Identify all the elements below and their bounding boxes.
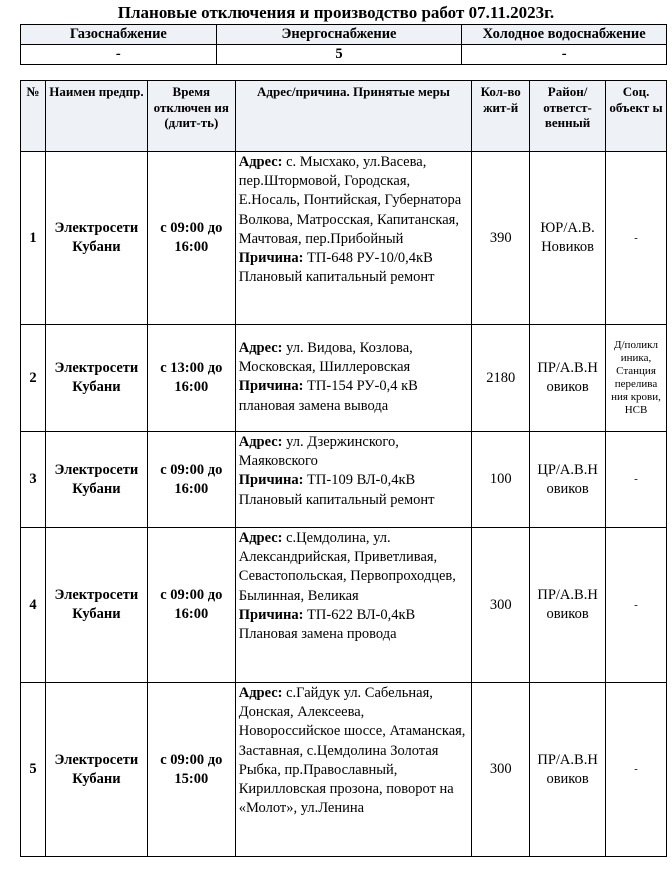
row-org: Электросети Кубани xyxy=(45,683,147,857)
table-row xyxy=(21,325,667,432)
header-time: Время отключен ия (длит-ть) xyxy=(147,81,235,152)
table-row xyxy=(21,432,667,528)
row-time: с 09:00 до 16:00 xyxy=(147,528,235,683)
row-social: - xyxy=(606,152,667,325)
summary-value-row xyxy=(21,45,667,65)
row-num: 2 xyxy=(21,325,46,432)
row-count: 2180 xyxy=(472,325,530,432)
header-district: Район/ ответст- венный xyxy=(530,81,606,152)
reason-label: Причина: xyxy=(238,250,304,267)
outage-header-row xyxy=(21,81,667,152)
address-label: Адрес: xyxy=(238,685,283,701)
row-num: 5 xyxy=(21,683,46,857)
row-address: ул. Видова, Козлова, Московская, Шиллеровская xyxy=(238,340,413,376)
summary-header-water: Холодное водоснабжение xyxy=(462,25,667,45)
reason-label: Причина: xyxy=(238,378,304,395)
row-time: с 13:00 до 16:00 xyxy=(147,325,235,432)
summary-value-power: 5 xyxy=(216,45,462,65)
header-org: Наимен предпр. xyxy=(45,81,147,152)
address-label: Адрес: xyxy=(238,340,283,356)
summary-value-water: - xyxy=(462,45,667,65)
summary-table xyxy=(20,24,667,65)
address-label: Адрес: xyxy=(238,434,283,450)
row-social: Д/поликл иника, Станция перелива ния крови, НСВ xyxy=(606,325,667,432)
row-count: 390 xyxy=(472,152,530,325)
row-address: ул. Дзержинского, Маяковского xyxy=(238,434,399,470)
row-num: 3 xyxy=(21,432,46,528)
row-address-cell xyxy=(235,325,472,432)
row-district: ЮР/А.В. Новиков xyxy=(530,152,606,325)
row-org: Электросети Кубани xyxy=(45,325,147,432)
row-org: Электросети Кубани xyxy=(45,432,147,528)
row-count: 300 xyxy=(472,528,530,683)
row-district: ПР/А.В.Н овиков xyxy=(530,325,606,432)
row-district: ПР/А.В.Н овиков xyxy=(530,683,606,857)
header-address: Адрес/причина. Принятые меры xyxy=(235,81,472,152)
row-time: с 09:00 до 16:00 xyxy=(147,152,235,325)
row-num: 4 xyxy=(21,528,46,683)
outage-table xyxy=(20,80,667,857)
row-reason: ТП-648 РУ-10/0,4кВ Плановый капитальный ремонт xyxy=(238,250,435,286)
row-social: - xyxy=(606,432,667,528)
table-row xyxy=(21,683,667,857)
summary-header-row xyxy=(21,25,667,45)
row-address: с.Цемдолина, ул. Александрийская, Приветливая, Севастопольская, Первопроходцев, Былинная, Великая xyxy=(238,530,456,604)
row-time: с 09:00 до 15:00 xyxy=(147,683,235,857)
row-reason: ТП-154 РУ-0,4 кВ плановая замена вывода xyxy=(238,378,418,414)
row-num: 1 xyxy=(21,152,46,325)
row-count: 100 xyxy=(472,432,530,528)
row-time: с 09:00 до 16:00 xyxy=(147,432,235,528)
header-social: Соц. объект ы xyxy=(606,81,667,152)
table-row xyxy=(21,528,667,683)
summary-value-gas: - xyxy=(21,45,217,65)
address-label: Адрес: xyxy=(238,530,283,546)
row-org: Электросети Кубани xyxy=(45,152,147,325)
row-org: Электросети Кубани xyxy=(45,528,147,683)
row-reason: ТП-622 ВЛ-0,4кВ Плановая замена провода xyxy=(238,606,416,643)
row-social: - xyxy=(606,683,667,857)
row-address: с. Мысхако, ул.Васева, пер.Штормовой, Городская, Е.Носаль, Понтийская, Губернатора Волкова, Матросская, Капитанская, Мачтовая, пер.Прибойный xyxy=(238,154,462,247)
reason-label: Причина: xyxy=(238,472,304,489)
header-count: Кол-во жит-й xyxy=(472,81,530,152)
summary-header-power: Энергоснабжение xyxy=(216,25,462,45)
summary-header-gas: Газоснабжение xyxy=(21,25,217,45)
row-district: ЦР/А.В.Н овиков xyxy=(530,432,606,528)
address-label: Адрес: xyxy=(238,154,283,170)
row-district: ПР/А.В.Н овиков xyxy=(530,528,606,683)
row-reason: ТП-109 ВЛ-0,4кВ Плановый капитальный ремонт xyxy=(238,472,435,508)
row-address-cell xyxy=(235,432,472,528)
header-num: № xyxy=(21,81,46,152)
row-count: 300 xyxy=(472,683,530,857)
reason-label: Причина: xyxy=(238,606,304,623)
table-row xyxy=(21,152,667,325)
row-address: с.Гайдук ул. Сабельная, Донская, Алексеева, Новороссийское шоссе, Атаманская, Заставная, с.Цемдолина Золотая Рыбка, пр.Православный, Кирилловская прозона, поворот на «Молот», ул.Ленина xyxy=(238,685,466,817)
row-social: - xyxy=(606,528,667,683)
page-title: Плановые отключения и производство работ 07.11.2023г. xyxy=(117,3,555,22)
row-address-cell xyxy=(235,152,472,325)
row-address-cell xyxy=(235,683,472,857)
row-address-cell xyxy=(235,528,472,683)
